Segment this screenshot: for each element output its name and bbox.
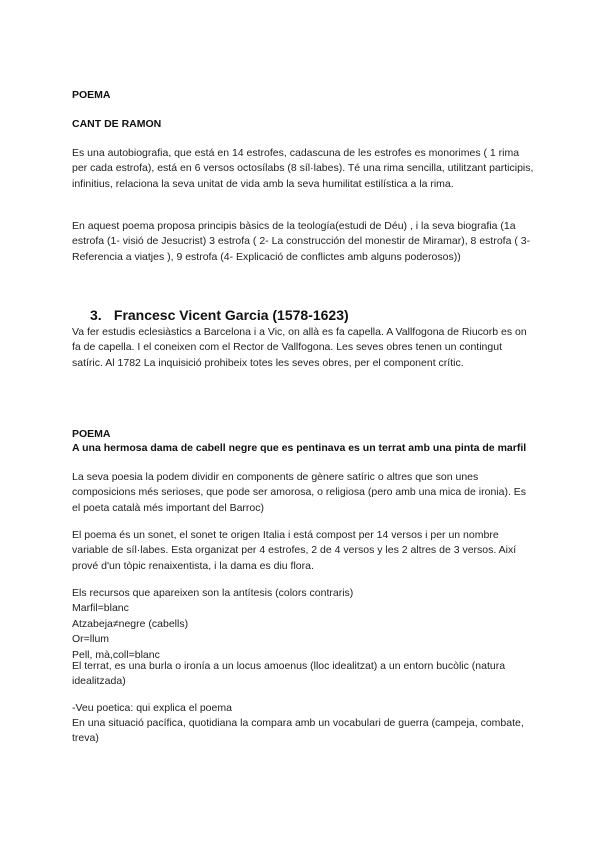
paragraph-terrat: El terrat, es una burla o ironía a un locus amoenus (lloc idealitzat) a un entorn bucòlic (natura idealitzada) bbox=[72, 660, 506, 688]
resource-item: Or=llum bbox=[72, 633, 110, 646]
paragraph-autobiography: Es una autobiografia, que está en 14 estrofes, cadascuna de les estrofes es monorimes ( 1 rima per cada estrofa), está en 6 versos octosílabs (8 síl·labes). Té una rima sencilla, utilitzant participis, infinitius, relaciona la seva unitat de vida amb la seva humilitat estilística a la rima. bbox=[72, 147, 534, 190]
paragraph-war-vocabulary: En una situació pacífica, quotidiana la compara amb un vocabulari de guerra (campeja, combate, treva) bbox=[72, 717, 524, 745]
resource-item: Marfil=blanc bbox=[72, 602, 129, 615]
section-heading-francesc-vicent-garcia bbox=[90, 307, 349, 323]
paragraph-poetry-division: La seva poesia la podem dividir en components de gènere satíric o altres que son unes composicions més serioses, que pode ser amorosa, o religiosa (pero amb una mica de ironia). Es el poeta català més important del Barroc) bbox=[72, 471, 527, 514]
resource-item: Pell, mà,coll=blanc bbox=[72, 648, 160, 661]
paragraph-biography: Va fer estudis eclesiàstics a Barcelona i a Vic, on allà es fa capella. A Vallfogona de Riucorb es on fa de capella. I el coneixen com el Rector de Vallfogona. Les seves obres tenen un contingut satíric. Al 1782 La inquisició prohibeix totes les seves obres, per el component crític. bbox=[72, 326, 527, 369]
voice-line: -Veu poetica: qui explica el poema bbox=[72, 702, 232, 714]
poem-title-hermosa-dama: A una hermosa dama de cabell negre que es pentinava es un terrat amb una pinta de marfil bbox=[72, 442, 527, 454]
resources-list bbox=[72, 586, 534, 663]
poem-title-cant-de-ramon: CANT DE RAMON bbox=[72, 118, 162, 130]
heading-text: Francesc Vicent Garcia (1578-1623) bbox=[113, 307, 349, 323]
resource-item: Atzabeja≠negre (cabells) bbox=[72, 617, 189, 630]
paragraph-theology: En aquest poema proposa principis bàsics de la teología(estudi de Déu) , i la seva biografia (1a estrofa (1- visió de Jesucrist) 3 estrofa ( 2- La construcción del monestir de Miramar), 8 estrofa ( 3- Referencia a viatjes ), 9 estrofa (4- Explicació de conflictes amb alguns poderosos)) bbox=[72, 220, 531, 263]
list-number: 3. bbox=[90, 307, 102, 323]
section-label-poema-2: POEMA bbox=[72, 428, 111, 440]
paragraph-sonnet: El poema és un sonet, el sonet te origen Italia i está compost per 14 versos i per un nombre variable de síl·labes. Esta organizat per 4 estrofes, 2 de 4 versos y les 2 altres de 3 versos. Així prové d'un tòpic renaixentista, i la dama es diu flora. bbox=[72, 529, 517, 572]
section-label-poema: POEMA bbox=[72, 89, 111, 101]
resources-intro: Els recursos que apareixen son la antítesis (colors contraris) bbox=[72, 587, 354, 599]
